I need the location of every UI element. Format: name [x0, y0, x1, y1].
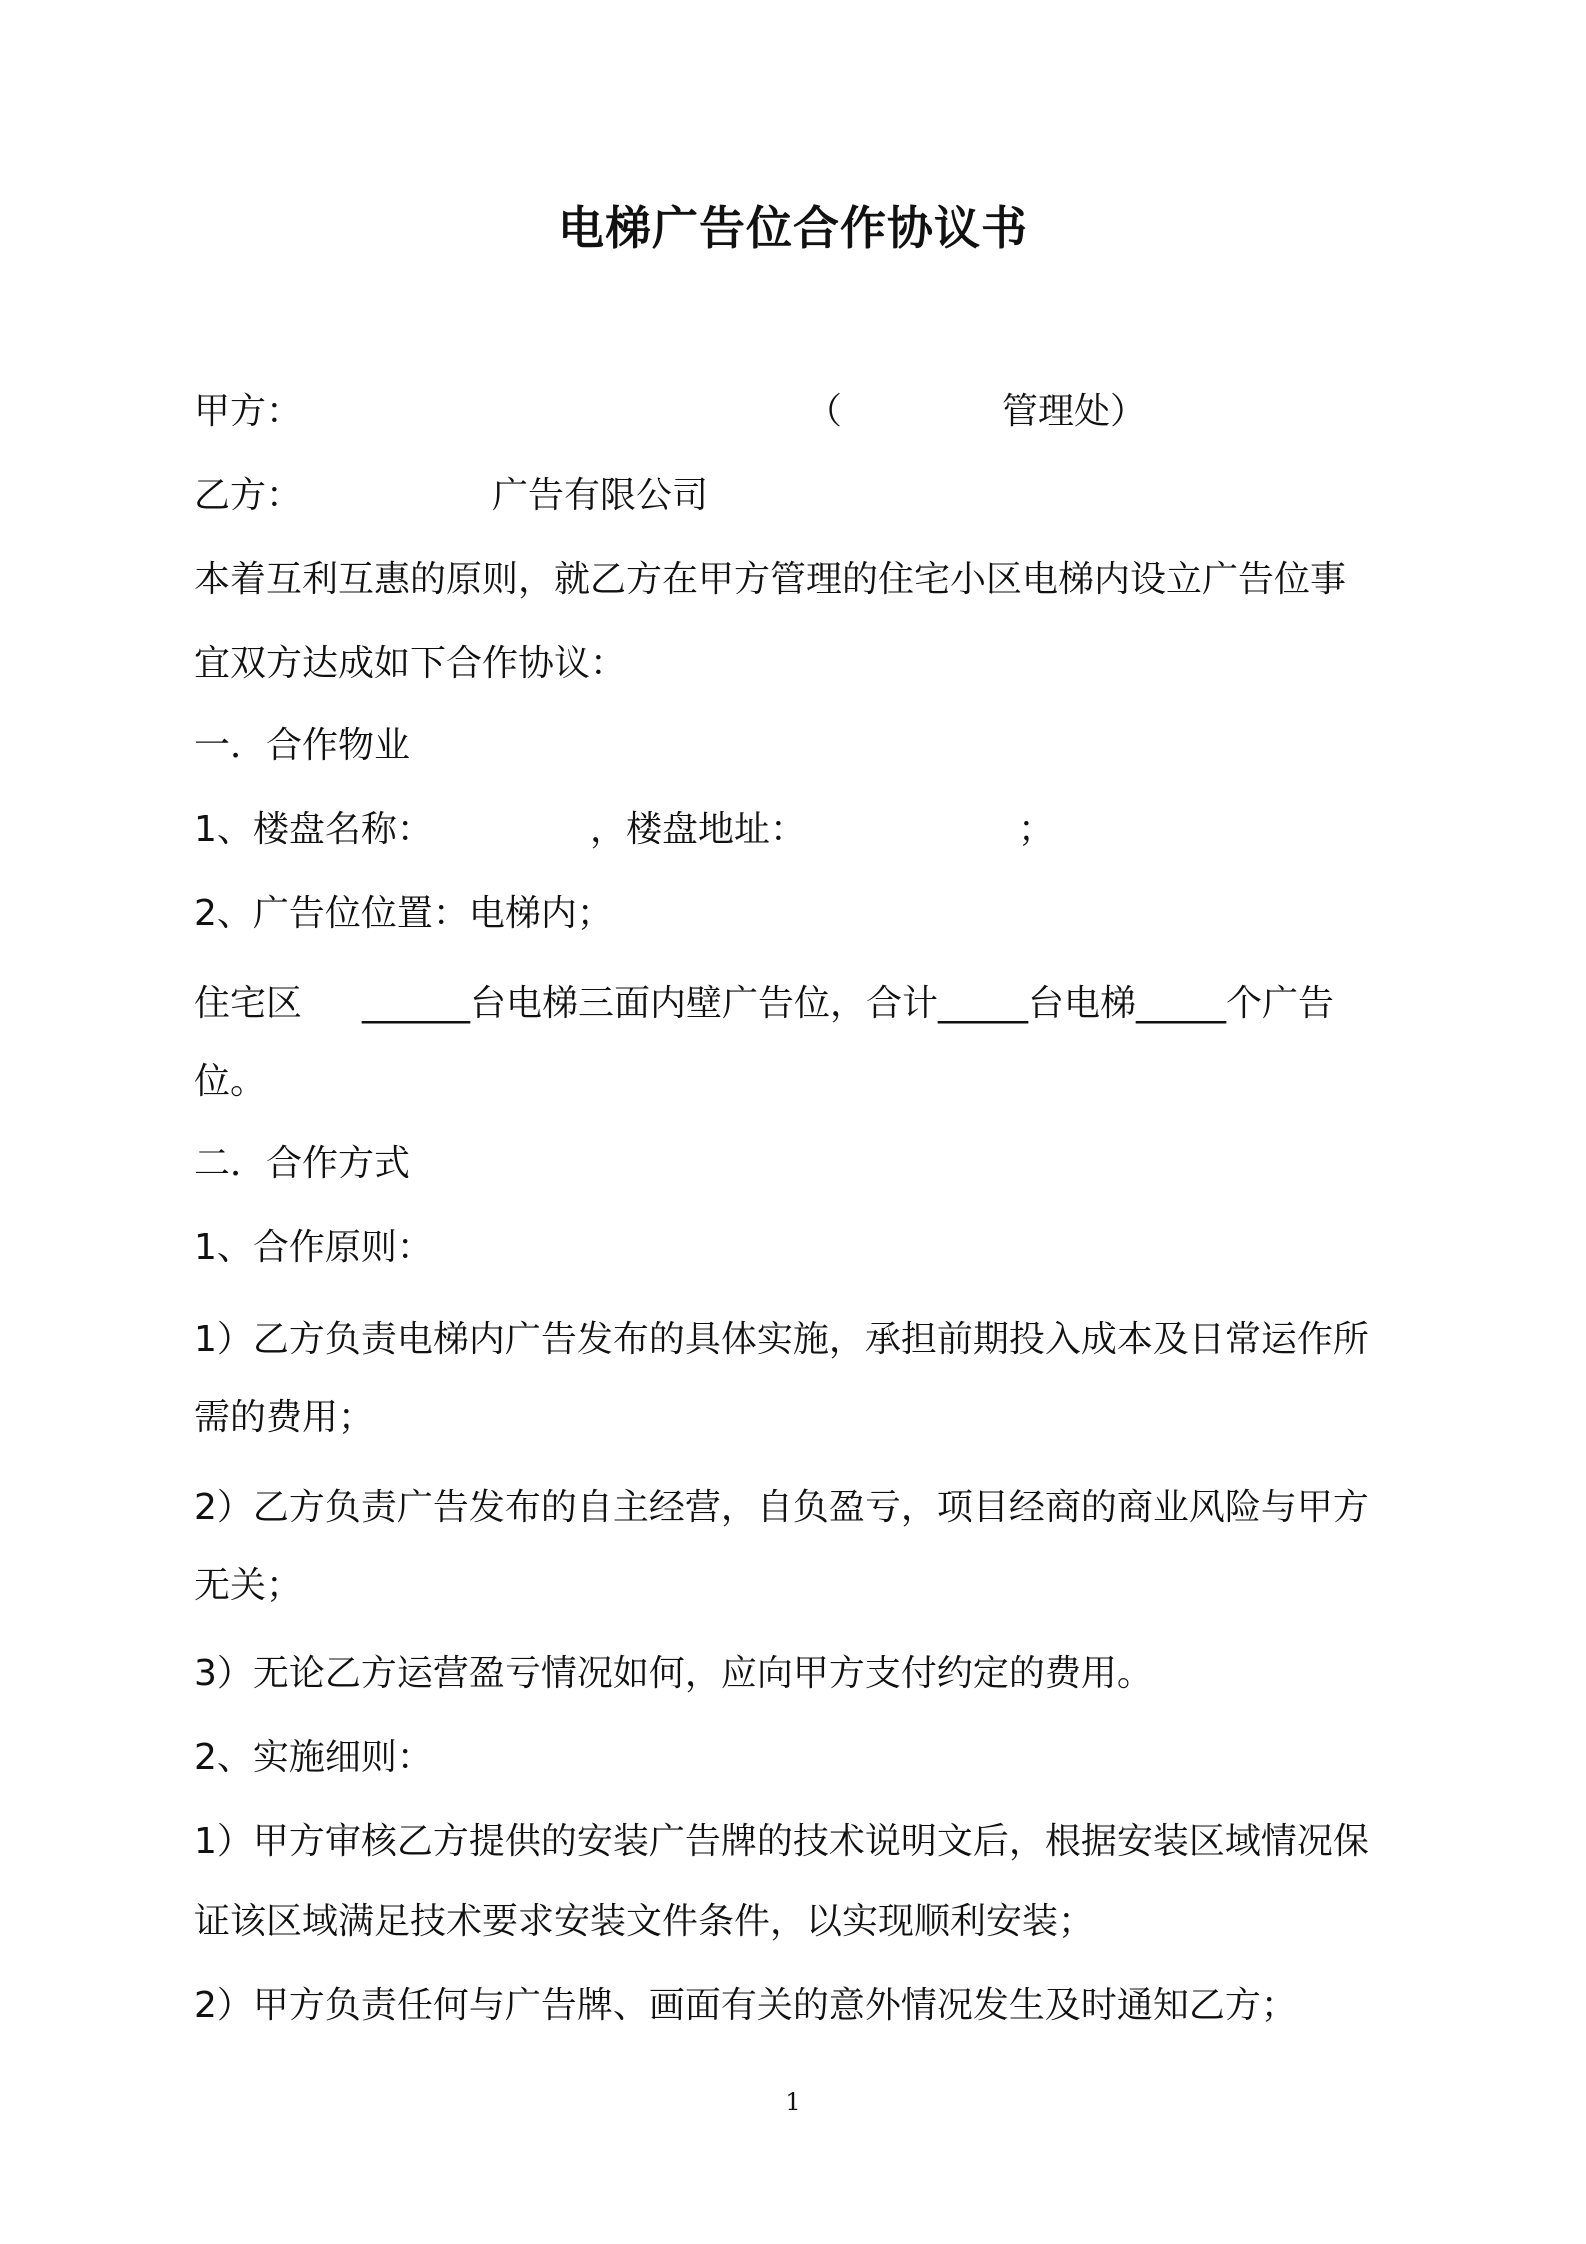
property-address-label: ，楼盘地址：	[590, 809, 807, 850]
rules-heading: 2、实施细则：	[194, 1737, 433, 1778]
party-a-paren-open: （	[806, 391, 843, 432]
rule-1-line-2: 证该区域满足技术要求安装文件条件，以实现顺利安装；	[194, 1901, 1095, 1942]
residence-line-cont: 位。	[194, 1061, 267, 1102]
principle-3-line: 3）无论乙方运营盈亏情况如何，应向甲方支付约定的费用。	[194, 1653, 1153, 1694]
rule-1-line-1: 1）甲方审核乙方提供的安装广告牌的技术说明文后，根据安装区域情况保	[194, 1821, 1369, 1862]
principle-1-line-2: 需的费用；	[194, 1397, 375, 1438]
residence-text: ______台电梯三面内壁广告位，合计_____台电梯_____个广告	[362, 983, 1335, 1024]
principle-2-line-2: 无关；	[194, 1565, 303, 1606]
principle-1-line-1: 1）乙方负责电梯内广告发布的具体实施，承担前期投入成本及日常运作所	[194, 1319, 1369, 1360]
party-b-company: 广告有限公司	[492, 475, 709, 516]
principle-heading: 1、合作原则：	[194, 1227, 433, 1268]
party-a-label: 甲方：	[194, 391, 303, 432]
intro-line-2: 宜双方达成如下合作协议：	[194, 643, 627, 684]
party-a-office: 管理处）	[1002, 391, 1147, 432]
residence-label: 住宅区	[194, 983, 303, 1024]
party-b-label: 乙方：	[194, 475, 303, 516]
principle-2-line-1: 2）乙方负责广告发布的自主经营，自负盈亏，项目经商的商业风险与甲方	[194, 1487, 1369, 1528]
section-2-heading: 二．合作方式	[194, 1143, 411, 1184]
rule-2-line: 2）甲方负责任何与广告牌、画面有关的意外情况发生及时通知乙方；	[194, 1985, 1297, 2026]
property-line-end: ；	[1018, 809, 1055, 850]
section-1-heading: 一．合作物业	[194, 725, 411, 766]
intro-line-1: 本着互利互惠的原则，就乙方在甲方管理的住宅小区电梯内设立广告位事	[194, 559, 1347, 600]
document-title: 电梯广告位合作协议书	[558, 201, 1028, 255]
property-name-label: 1、楼盘名称：	[194, 809, 433, 850]
ad-position-line: 2、广告位位置：电梯内；	[194, 893, 613, 934]
page-number: 1	[785, 2088, 801, 2116]
